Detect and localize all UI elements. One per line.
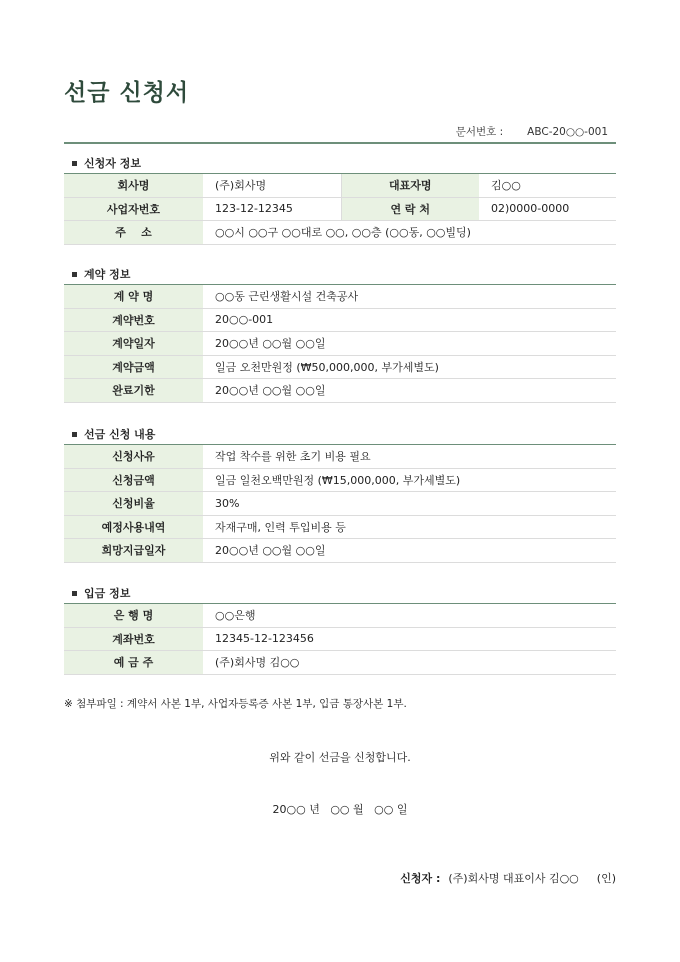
bullet-square-icon: [72, 432, 77, 437]
row-value: 20○○년 ○○월 ○○일: [203, 379, 616, 403]
row-label: 계약번호: [64, 308, 203, 332]
company-label: 회사명: [64, 174, 203, 198]
section-contract-title: 계약 정보: [84, 268, 131, 281]
table-row: [64, 651, 616, 675]
row-value: 12345-12-123456: [203, 627, 616, 651]
address-label: 주 소: [64, 221, 203, 245]
row-value: 일금 오천만원정 (₩50,000,000, 부가세별도): [203, 355, 616, 379]
row-label: 계 약 명: [64, 285, 203, 309]
row-label: 완료기한: [64, 379, 203, 403]
row-value: ○○은행: [203, 604, 616, 628]
applicant-name: (주)회사명 대표이사 김○○: [448, 872, 579, 885]
header-rule: [64, 142, 616, 144]
bizno-label: 사업자번호: [64, 197, 203, 221]
row-value: 20○○-001: [203, 308, 616, 332]
table-row: [64, 197, 616, 221]
table-row: [64, 379, 616, 403]
row-label: 은 행 명: [64, 604, 203, 628]
applicant-signature: [400, 870, 616, 886]
row-label: 계약금액: [64, 355, 203, 379]
doc-number: [456, 124, 608, 139]
table-row: [64, 627, 616, 651]
row-value: 30%: [203, 492, 616, 516]
table-row: [64, 468, 616, 492]
contact-label: 연 락 처: [341, 197, 479, 221]
table-row: [64, 174, 616, 198]
ceo-value: 김○○: [479, 174, 616, 198]
row-label: 계약일자: [64, 332, 203, 356]
section-request-title: 선금 신청 내용: [84, 428, 156, 441]
date-line: 20○○ 년 ○○ 월 ○○ 일: [272, 803, 408, 816]
doc-number-label: 문서번호 :: [455, 126, 504, 138]
table-row: [64, 355, 616, 379]
row-label: 계좌번호: [64, 627, 203, 651]
row-value: 20○○년 ○○월 ○○일: [203, 539, 616, 563]
doc-number-value: ABC-20○○-001: [527, 126, 608, 138]
row-label: 예정사용내역: [64, 515, 203, 539]
table-row: [64, 285, 616, 309]
seal-mark: (인): [596, 872, 616, 885]
attachment-note: ※ 첨부파일 : 계약서 사본 1부, 사업자등록증 사본 1부, 입금 통장사본 1부.: [64, 698, 407, 710]
bullet-square-icon: [72, 272, 77, 277]
section-deposit-title: 입금 정보: [84, 587, 131, 600]
request-statement: 위와 같이 선금을 신청합니다.: [269, 751, 411, 764]
contract-table: [64, 284, 616, 403]
section-applicant-title: 신청자 정보: [84, 157, 141, 170]
table-row: [64, 221, 616, 245]
address-value: ○○시 ○○구 ○○대로 ○○, ○○층 (○○동, ○○빌딩): [203, 221, 616, 245]
row-label: 신청비율: [64, 492, 203, 516]
row-value: 20○○년 ○○월 ○○일: [203, 332, 616, 356]
table-row: [64, 492, 616, 516]
section-request-heading: [72, 426, 155, 442]
row-label: 예 금 주: [64, 651, 203, 675]
bizno-value: 123-12-12345: [203, 197, 341, 221]
contact-value: 02)0000-0000: [479, 197, 616, 221]
row-label: 신청사유: [64, 445, 203, 469]
table-row: [64, 332, 616, 356]
table-row: [64, 308, 616, 332]
row-value: 작업 착수를 위한 초기 비용 필요: [203, 445, 616, 469]
applicant-table: [64, 173, 616, 245]
row-label: 신청금액: [64, 468, 203, 492]
table-row: [64, 515, 616, 539]
applicant-label: 신청자 :: [400, 872, 441, 885]
bullet-square-icon: [72, 591, 77, 596]
request-table: [64, 444, 616, 563]
section-applicant-heading: [72, 155, 141, 171]
ceo-label: 대표자명: [341, 174, 479, 198]
row-value: (주)회사명 김○○: [203, 651, 616, 675]
row-value: ○○동 근린생활시설 건축공사: [203, 285, 616, 309]
row-value: 자재구매, 인력 투입비용 등: [203, 515, 616, 539]
section-contract-heading: [72, 266, 130, 282]
table-row: [64, 539, 616, 563]
bullet-square-icon: [72, 161, 77, 166]
requested-amount-value: 일금 일천오백만원정 (₩15,000,000, 부가세별도): [203, 468, 616, 492]
document-title: 선금 신청서: [64, 80, 190, 106]
deposit-table: [64, 603, 616, 675]
table-row: [64, 445, 616, 469]
row-label: 희망지급일자: [64, 539, 203, 563]
table-row: [64, 604, 616, 628]
company-value: (주)회사명: [203, 174, 341, 198]
section-deposit-heading: [72, 585, 130, 601]
